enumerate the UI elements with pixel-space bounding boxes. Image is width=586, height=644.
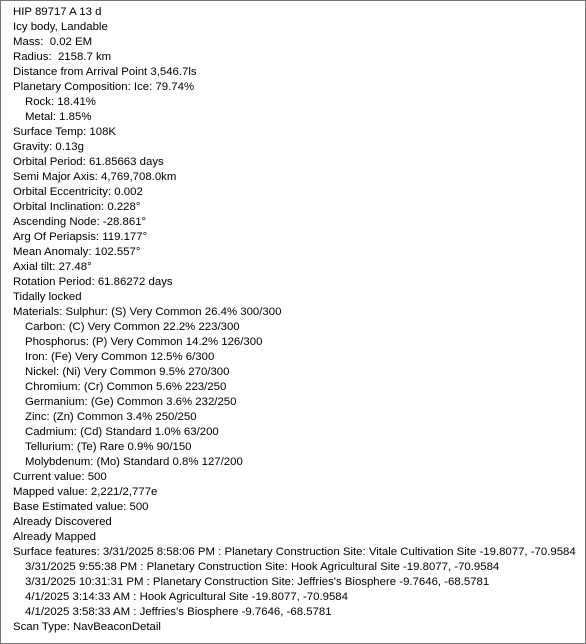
tooltip-line: Rock: 18.41% xyxy=(25,96,96,108)
tooltip-line: 4/1/2025 3:58:33 AM : Jeffries's Biosphere -9.7646, -68.5781 xyxy=(25,606,332,618)
tooltip-line: Zinc: (Zn) Common 3.4% 250/250 xyxy=(25,411,197,423)
tooltip-line: Mapped value: 2,221/2,777e xyxy=(13,486,158,498)
tooltip-line: Base Estimated value: 500 xyxy=(13,501,149,513)
tooltip-line: Surface Temp: 108K xyxy=(13,126,116,138)
tooltip-line: Mass: 0.02 EM xyxy=(13,36,93,48)
tooltip-line: 3/31/2025 10:31:31 PM : Planetary Construction Site: Jeffries's Biosphere -9.7646, -68.5781 xyxy=(25,576,490,588)
tooltip-line: Icy body, Landable xyxy=(13,21,108,33)
tooltip-line: Mean Anomaly: 102.557° xyxy=(13,246,141,258)
tooltip-line: Orbital Eccentricity: 0.002 xyxy=(13,186,143,198)
tooltip-lines xyxy=(13,5,585,635)
tooltip-line: Semi Major Axis: 4,769,708.0km xyxy=(13,171,177,183)
tooltip-line: Current value: 500 xyxy=(13,471,107,483)
tooltip-line: Arg Of Periapsis: 119.177° xyxy=(13,231,148,243)
tooltip-line: Scan Type: NavBeaconDetail xyxy=(13,621,161,633)
tooltip-line: 4/1/2025 3:14:33 AM : Hook Agricultural Site -19.8077, -70.9584 xyxy=(25,591,348,603)
tooltip-line: Already Mapped xyxy=(13,531,96,543)
tooltip-line: Molybdenum: (Mo) Standard 0.8% 127/200 xyxy=(25,456,243,468)
tooltip-line: Tellurium: (Te) Rare 0.9% 90/150 xyxy=(25,441,192,453)
tooltip-line: Chromium: (Cr) Common 5.6% 223/250 xyxy=(25,381,227,393)
tooltip-line: Radius: 2158.7 km xyxy=(13,51,112,63)
tooltip-line: Nickel: (Ni) Very Common 9.5% 270/300 xyxy=(25,366,230,378)
tooltip-line: Metal: 1.85% xyxy=(25,111,92,123)
tooltip-line: Surface features: 3/31/2025 8:58:06 PM : Planetary Construction Site: Vitale Cultivation Site -19.8077, -70.9584 xyxy=(13,546,576,558)
tooltip-line: Phosphorus: (P) Very Common 14.2% 126/300 xyxy=(25,336,263,348)
tooltip-line: HIP 89717 A 13 d xyxy=(13,6,102,18)
tooltip-line: Cadmium: (Cd) Standard 1.0% 63/200 xyxy=(25,426,219,438)
tooltip-line: Planetary Composition: Ice: 79.74% xyxy=(13,81,195,93)
tooltip-line: Distance from Arrival Point 3,546.7ls xyxy=(13,66,197,78)
tooltip-line: Axial tilt: 27.48° xyxy=(13,261,92,273)
tooltip-line: Tidally locked xyxy=(13,291,82,303)
tooltip-line: Gravity: 0.13g xyxy=(13,141,84,153)
tooltip-line: Materials: Sulphur: (S) Very Common 26.4% 300/300 xyxy=(13,306,282,318)
tooltip-line: Ascending Node: -28.861° xyxy=(13,216,147,228)
tooltip-line: Orbital Inclination: 0.228° xyxy=(13,201,141,213)
tooltip-line: Orbital Period: 61.85663 days xyxy=(13,156,164,168)
tooltip-line: Germanium: (Ge) Common 3.6% 232/250 xyxy=(25,396,237,408)
tooltip-line: Iron: (Fe) Very Common 12.5% 6/300 xyxy=(25,351,215,363)
tooltip-line: 3/31/2025 9:55:38 PM : Planetary Construction Site: Hook Agricultural Site -19.8077, -70.9584 xyxy=(25,561,500,573)
tooltip-line: Already Discovered xyxy=(13,516,112,528)
tooltip-line: Rotation Period: 61.86272 days xyxy=(13,276,173,288)
tooltip-line: Carbon: (C) Very Common 22.2% 223/300 xyxy=(25,321,240,333)
